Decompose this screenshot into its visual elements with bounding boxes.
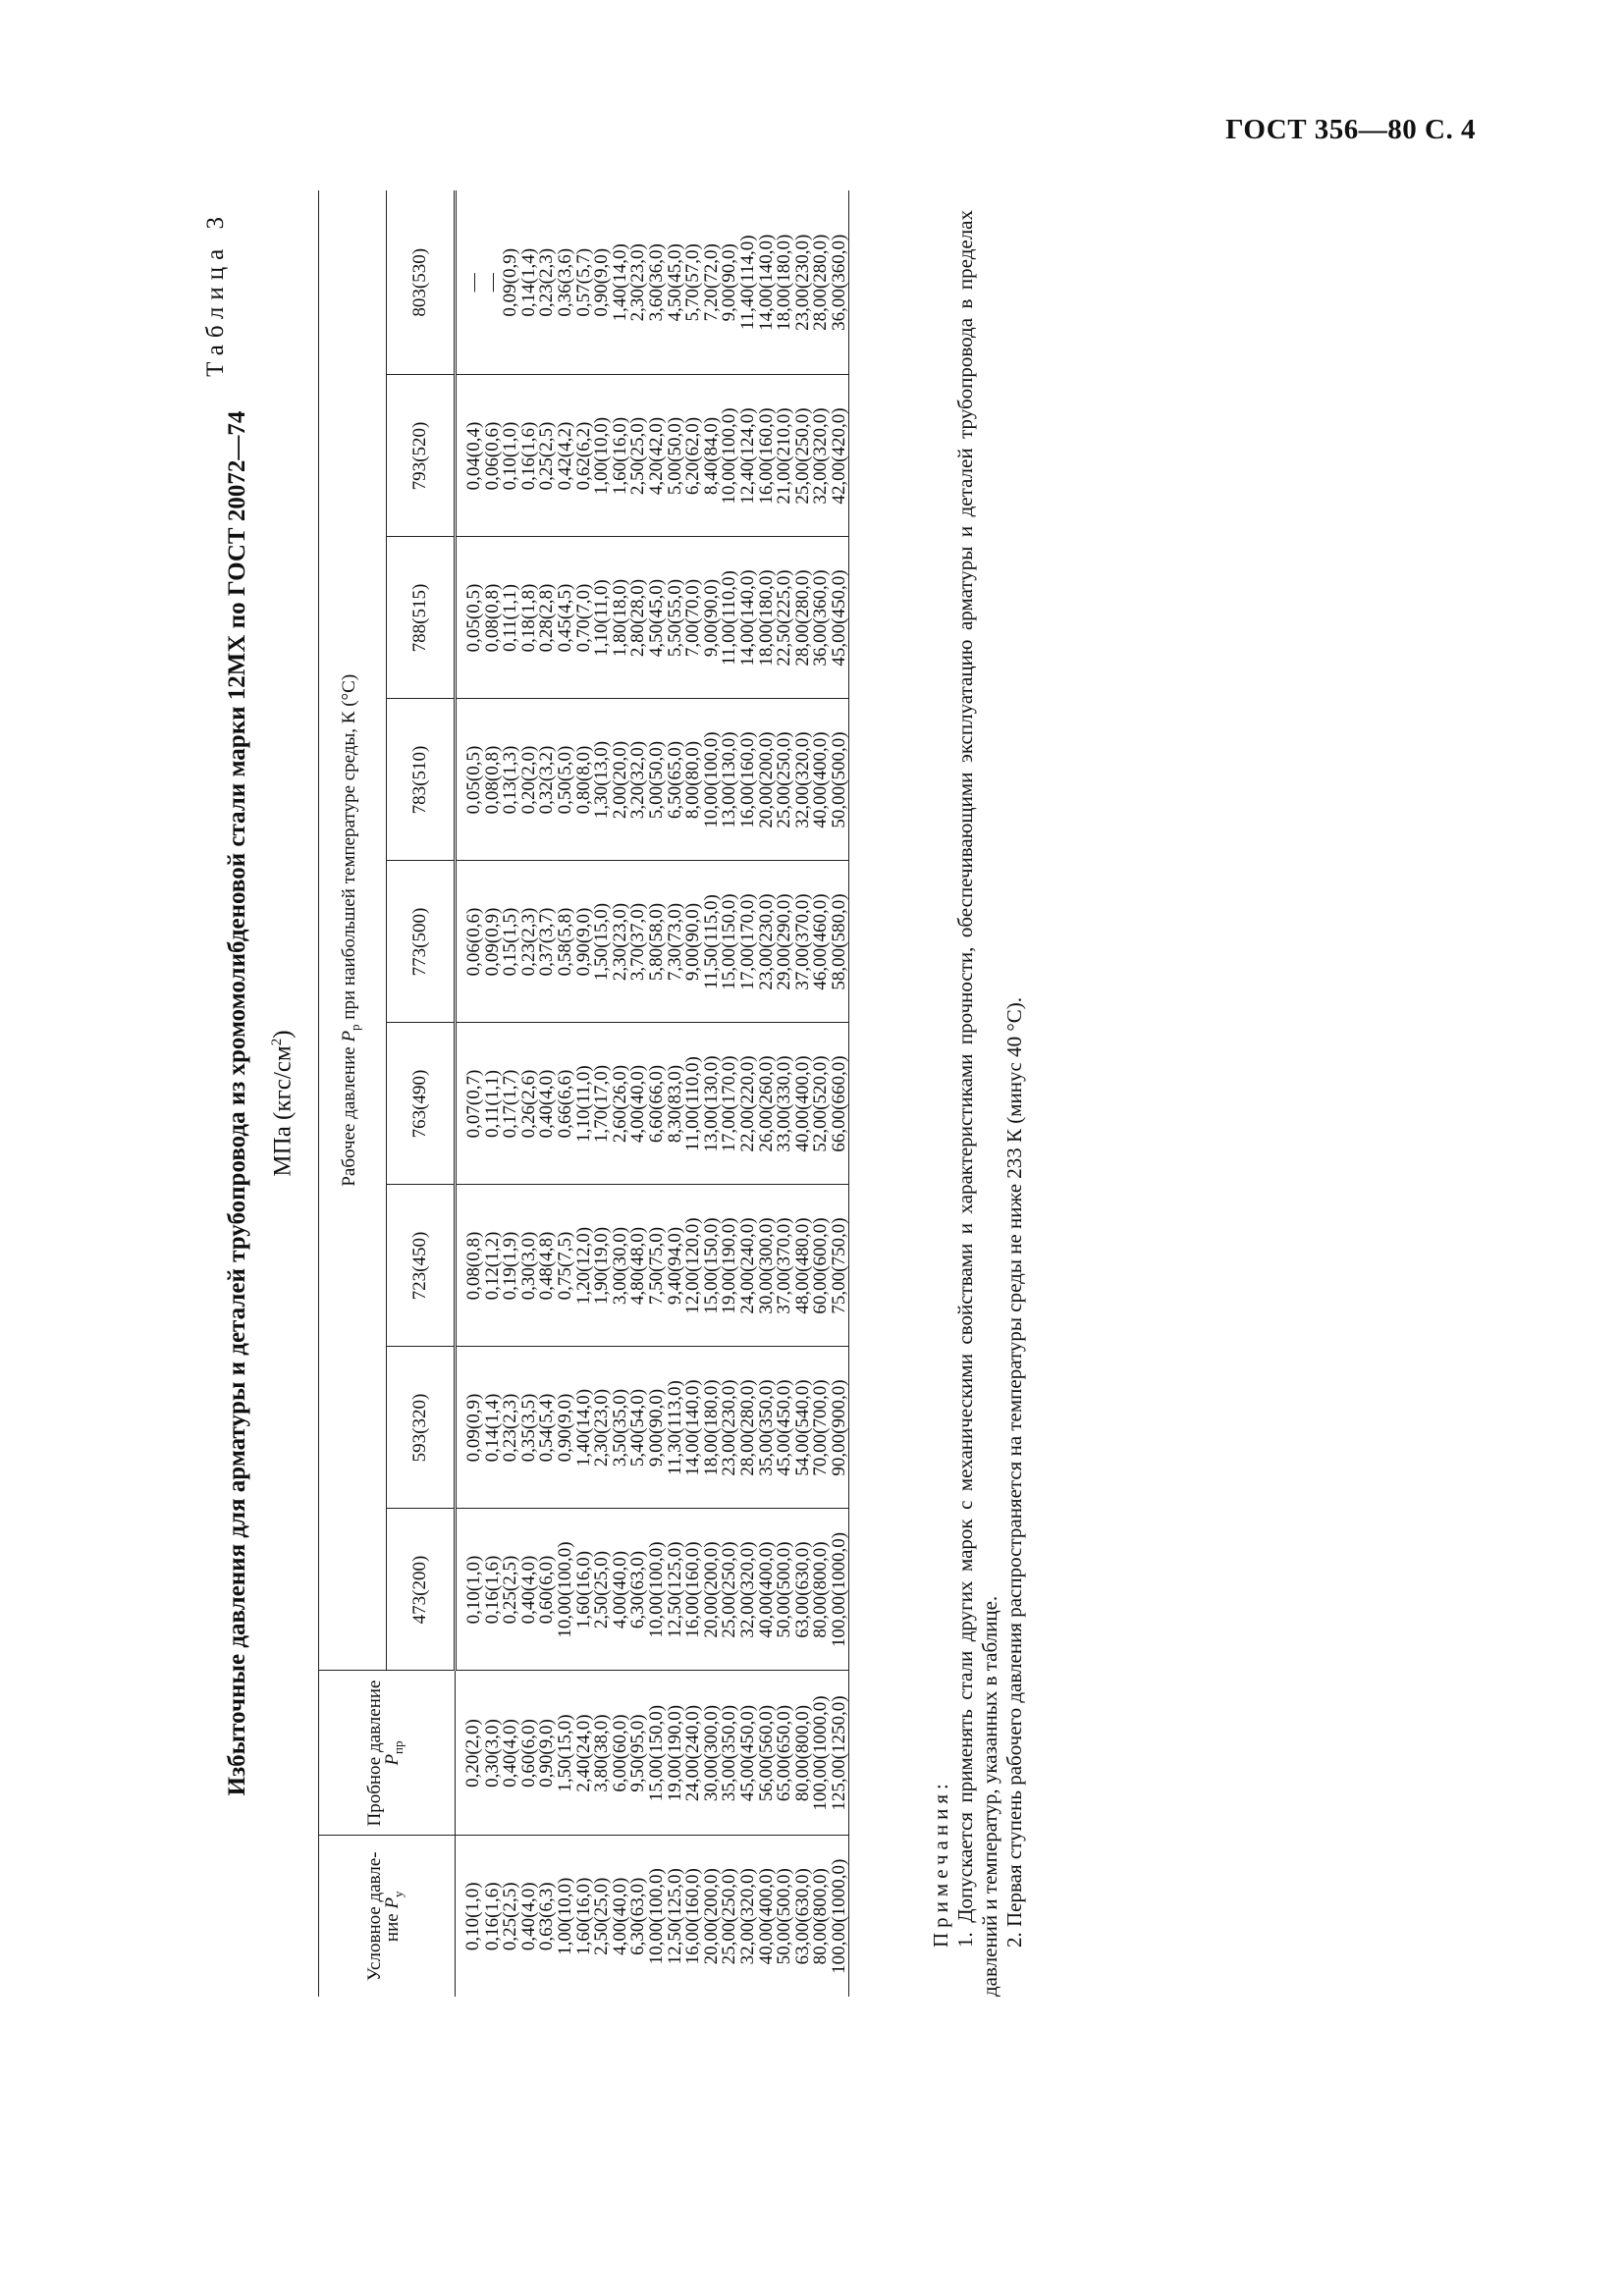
table-cell: 0,57(5,7) bbox=[575, 190, 594, 375]
page-header: ГОСТ 356—80 С. 4 bbox=[1225, 114, 1476, 145]
table-cell: 0,16(1,6) bbox=[484, 1509, 503, 1671]
table-cell: 0,23(2,3) bbox=[538, 190, 557, 375]
table-cell: 5,00(50,0) bbox=[648, 699, 667, 861]
table-cell: 25,00(250,0) bbox=[794, 375, 813, 537]
table-cell: 14,00(140,0) bbox=[758, 190, 777, 375]
temp-header-0: 473(200) bbox=[386, 1509, 455, 1671]
table-cell: 6,50(65,0) bbox=[667, 699, 685, 861]
table-cell: 24,00(240,0) bbox=[739, 1185, 758, 1347]
table-cell: 0,36(3,6) bbox=[557, 190, 575, 375]
table-cell: 0,25(2,5) bbox=[500, 1882, 521, 1951]
table-cell: 0,08(0,8) bbox=[484, 537, 503, 699]
table-cell: 0,16(1,6) bbox=[520, 375, 539, 537]
table-cell: 52,00(520,0) bbox=[812, 1023, 831, 1185]
notes-heading: Примечания: bbox=[929, 1779, 952, 1948]
table-cell: 11,50(115,0) bbox=[703, 861, 722, 1023]
table-cell: 70,00(700,0) bbox=[812, 1347, 831, 1509]
table-cell: 2,80(28,0) bbox=[629, 537, 648, 699]
table-cell: 1,60(16,0) bbox=[612, 375, 630, 537]
table-row bbox=[456, 190, 484, 1997]
table-cell: 20,00(200,0) bbox=[758, 699, 777, 861]
table-cell: 3,70(37,0) bbox=[629, 861, 648, 1023]
table-cell: 28,00(280,0) bbox=[812, 190, 831, 375]
table-cell: 0,45(4,5) bbox=[557, 537, 575, 699]
col-header-test: Пробное давление $P_{пр}$ bbox=[319, 1671, 456, 1836]
table-cell: 54,00(540,0) bbox=[794, 1347, 813, 1509]
table-cell: 0,30(3,0) bbox=[520, 1185, 539, 1347]
table-cell: 5,70(57,0) bbox=[684, 190, 703, 375]
table-cell: 9,00(90,0) bbox=[684, 861, 703, 1023]
table-cell: 0,07(0,7) bbox=[456, 1023, 484, 1185]
table-cell: 0,25(2,5) bbox=[502, 1509, 520, 1671]
table-cell: 0,90(9,0) bbox=[593, 190, 612, 375]
table-cell: 0,25(2,5) bbox=[538, 375, 557, 537]
table-caption: Таблица 3 bbox=[202, 210, 229, 377]
table-cell: 80,00(800,0) bbox=[812, 1509, 831, 1671]
table-cell: 0,17(1,7) bbox=[502, 1023, 520, 1185]
table-cell: 0,10(1,0) bbox=[462, 1882, 483, 1951]
table-cell: 37,00(370,0) bbox=[776, 1185, 794, 1347]
table-cell: 0,09(0,9) bbox=[484, 861, 503, 1023]
table-cell: 5,00(50,0) bbox=[667, 375, 685, 537]
table-cell: 14,00(140,0) bbox=[684, 1347, 703, 1509]
table-cell: 0,48(4,8) bbox=[538, 1185, 557, 1347]
table-cell: 0,58(5,8) bbox=[557, 861, 575, 1023]
table-cell: 32,00(320,0) bbox=[736, 1868, 758, 1965]
table-cell: 3,60(36,0) bbox=[648, 190, 667, 375]
temp-header-7: 793(520) bbox=[386, 375, 455, 537]
table-cell: 1,60(16,0) bbox=[572, 1877, 594, 1955]
table-cell: 0,08(0,8) bbox=[456, 1185, 484, 1347]
table-cell: 0,54(5,4) bbox=[538, 1347, 557, 1509]
table-cell: 24,00(240,0) bbox=[684, 1671, 703, 1836]
table-cell: 23,00(230,0) bbox=[758, 861, 777, 1023]
table-row bbox=[648, 190, 667, 1997]
table-cell: 1,00(10,0) bbox=[593, 375, 612, 537]
table-cell: 9,00(90,0) bbox=[703, 537, 722, 699]
table-row bbox=[684, 190, 703, 1997]
table-cell: 32,00(320,0) bbox=[812, 375, 831, 537]
table-cell: 9,00(90,0) bbox=[648, 1347, 667, 1509]
table-cell: 0,50(5,0) bbox=[557, 699, 575, 861]
table-cell: 0,42(4,2) bbox=[557, 375, 575, 537]
table-cell: 1,30(13,0) bbox=[593, 699, 612, 861]
table-cell: 3,50(35,0) bbox=[612, 1347, 630, 1509]
table-cell: 36,00(360,0) bbox=[831, 190, 849, 375]
table-cell: 75,00(750,0) bbox=[831, 1185, 849, 1347]
table-cell: 0,08(0,8) bbox=[484, 699, 503, 861]
table-cell: 9,00(90,0) bbox=[721, 190, 739, 375]
table-cell: 5,40(54,0) bbox=[629, 1347, 648, 1509]
temp-header-5: 783(510) bbox=[386, 699, 455, 861]
table-cell: 0,60(6,0) bbox=[520, 1671, 539, 1836]
table-body bbox=[456, 190, 849, 1997]
table-cell: 15,00(150,0) bbox=[648, 1671, 667, 1836]
table-cell: 125,00(1250,0) bbox=[831, 1671, 849, 1836]
table-cell: 0,11(1,1) bbox=[484, 1023, 503, 1185]
table-cell: 40,00(400,0) bbox=[812, 699, 831, 861]
table-title: Избыточные давления для арматуры и деталей трубопровода из хромомолибденовой стали марки 12МХ по ГОСТ 20072—74 bbox=[224, 410, 250, 1796]
table-cell: 0,23(2,3) bbox=[520, 861, 539, 1023]
note-1: 1. Допускается применять стали других марок с механическими свойствами и характеристиками прочности, обеспечивающими эксплуатацию арматуры и деталей трубопровода в пределах давлений и температур, указанных в таблице. bbox=[953, 210, 1001, 1997]
table-cell: 0,20(2,0) bbox=[456, 1671, 484, 1836]
table-cell: 66,00(660,0) bbox=[831, 1023, 849, 1185]
table-cell: 0,15(1,5) bbox=[502, 861, 520, 1023]
table-cell: 23,00(230,0) bbox=[721, 1347, 739, 1509]
table-cell: 0,26(2,6) bbox=[520, 1023, 539, 1185]
table-cell: 58,00(580,0) bbox=[831, 861, 849, 1023]
table-cell: 20,00(200,0) bbox=[700, 1868, 722, 1965]
table-row bbox=[557, 190, 575, 1997]
table-cell: 25,00(250,0) bbox=[776, 699, 794, 861]
table-cell: 16,00(160,0) bbox=[758, 375, 777, 537]
table-cell: 2,60(26,0) bbox=[612, 1023, 630, 1185]
table-cell: 0,19(1,9) bbox=[502, 1185, 520, 1347]
table-cell: 7,50(75,0) bbox=[648, 1185, 667, 1347]
table-cell: 0,32(3,2) bbox=[538, 699, 557, 861]
table-cell: 37,00(370,0) bbox=[794, 861, 813, 1023]
table-cell: 3,00(30,0) bbox=[612, 1185, 630, 1347]
table-cell: 20,00(200,0) bbox=[703, 1509, 722, 1671]
table-cell: 0,05(0,5) bbox=[456, 537, 484, 699]
table-cell: 12,00(120,0) bbox=[684, 1185, 703, 1347]
table-cell: — bbox=[484, 190, 503, 375]
table-cell: 30,00(300,0) bbox=[703, 1671, 722, 1836]
table-cell: 12,50(125,0) bbox=[667, 1509, 685, 1671]
table-cell: 0,10(1,0) bbox=[456, 1509, 484, 1671]
table-cell: 0,40(4,0) bbox=[502, 1671, 520, 1836]
table-cell: 11,30(113,0) bbox=[667, 1347, 685, 1509]
table-cell: 7,00(70,0) bbox=[684, 537, 703, 699]
table-cell: 0,05(0,5) bbox=[456, 699, 484, 861]
table-cell: 11,40(114,0) bbox=[739, 190, 758, 375]
table-cell: 35,00(350,0) bbox=[721, 1671, 739, 1836]
table-cell: 0,40(4,0) bbox=[517, 1882, 539, 1951]
table-cell: 28,00(280,0) bbox=[794, 537, 813, 699]
table-cell: 0,28(2,8) bbox=[538, 537, 557, 699]
table-cell: 50,00(500,0) bbox=[776, 1509, 794, 1671]
temp-header-2: 723(450) bbox=[386, 1185, 455, 1347]
table-cell: 45,00(450,0) bbox=[831, 537, 849, 699]
table-cell: 2,40(24,0) bbox=[575, 1671, 594, 1836]
table-cell: 0,09(0,9) bbox=[456, 1347, 484, 1509]
table-cell: 4,00(40,0) bbox=[609, 1877, 630, 1955]
table-cell: 0,60(6,0) bbox=[538, 1509, 557, 1671]
table-cell: 0,75(7,5) bbox=[557, 1185, 575, 1347]
table-cell: 4,00(40,0) bbox=[629, 1023, 648, 1185]
table-cell: 3,80(38,0) bbox=[593, 1671, 612, 1836]
table-cell: 0,66(6,6) bbox=[557, 1023, 575, 1185]
table-cell: 80,00(800,0) bbox=[794, 1671, 813, 1836]
temp-header-1: 593(320) bbox=[386, 1347, 455, 1509]
table-cell: 26,00(260,0) bbox=[758, 1023, 777, 1185]
table-cell: 35,00(350,0) bbox=[758, 1347, 777, 1509]
table-cell: 4,50(45,0) bbox=[667, 190, 685, 375]
table-cell: 32,00(320,0) bbox=[794, 699, 813, 861]
table-cell: 10,00(100,0) bbox=[648, 1509, 667, 1671]
table-cell: 40,00(400,0) bbox=[755, 1868, 777, 1965]
table-cell: 14,00(140,0) bbox=[739, 537, 758, 699]
table-cell: 5,80(58,0) bbox=[648, 861, 667, 1023]
table-cell: 6,30(63,0) bbox=[629, 1509, 648, 1671]
table-cell: 0,62(6,2) bbox=[575, 375, 594, 537]
table-row bbox=[776, 190, 794, 1997]
table-cell: 1,50(15,0) bbox=[593, 861, 612, 1023]
table-cell: 0,11(1,1) bbox=[502, 537, 520, 699]
table-cell: 0,14(1,4) bbox=[520, 190, 539, 375]
notes bbox=[929, 210, 1027, 1997]
table-cell: 1,10(11,0) bbox=[593, 537, 612, 699]
rotated-content bbox=[202, 210, 1106, 1997]
table-cell: 7,20(72,0) bbox=[703, 190, 722, 375]
table-cell: 45,00(450,0) bbox=[776, 1347, 794, 1509]
table-cell: 48,00(480,0) bbox=[794, 1185, 813, 1347]
table-cell: 22,50(225,0) bbox=[776, 537, 794, 699]
table-cell: 1,10(11,0) bbox=[575, 1023, 594, 1185]
table-cell: 8,00(80,0) bbox=[684, 699, 703, 861]
table-cell: 6,60(66,0) bbox=[648, 1023, 667, 1185]
table-cell: 1,60(16,0) bbox=[575, 1509, 594, 1671]
table-cell: 63,00(630,0) bbox=[791, 1868, 813, 1965]
table-cell: 0,40(4,0) bbox=[538, 1023, 557, 1185]
table-cell: 0,90(9,0) bbox=[575, 861, 594, 1023]
table-cell: 6,00(60,0) bbox=[612, 1671, 630, 1836]
table-cell: 22,00(220,0) bbox=[739, 1023, 758, 1185]
table-cell: 5,50(55,0) bbox=[667, 537, 685, 699]
table-cell: 42,00(420,0) bbox=[831, 375, 849, 537]
table-cell: 0,40(4,0) bbox=[520, 1509, 539, 1671]
table-cell: 0,35(3,5) bbox=[520, 1347, 539, 1509]
table-cell: 2,00(20,0) bbox=[612, 699, 630, 861]
units-label bbox=[269, 210, 297, 1997]
pressure-table bbox=[318, 190, 849, 1997]
table-cell: 6,20(62,0) bbox=[684, 375, 703, 537]
table-cell: 50,00(500,0) bbox=[774, 1868, 795, 1965]
table-cell: 32,00(320,0) bbox=[739, 1509, 758, 1671]
units-text: МПа (кгс/см bbox=[269, 1045, 297, 1177]
table-cell: 8,40(84,0) bbox=[703, 375, 722, 537]
temp-header-3: 763(490) bbox=[386, 1023, 455, 1185]
table-cell: 13,00(130,0) bbox=[721, 699, 739, 861]
table-cell: 2,50(25,0) bbox=[629, 375, 648, 537]
table-cell: 4,80(48,0) bbox=[629, 1185, 648, 1347]
units-sup: 2 bbox=[269, 1038, 285, 1046]
table-cell: 4,50(45,0) bbox=[648, 537, 667, 699]
table-cell: 0,14(1,4) bbox=[484, 1347, 503, 1509]
table-cell: 12,40(124,0) bbox=[739, 375, 758, 537]
table-cell: 0,90(9,0) bbox=[538, 1671, 557, 1836]
table-cell: 16,00(160,0) bbox=[684, 1509, 703, 1671]
temp-header-4: 773(500) bbox=[386, 861, 455, 1023]
table-cell: 9,50(95,0) bbox=[629, 1671, 648, 1836]
table-cell: 1,90(19,0) bbox=[593, 1185, 612, 1347]
table-cell: 1,40(14,0) bbox=[612, 190, 630, 375]
table-cell: 15,00(150,0) bbox=[721, 861, 739, 1023]
table-cell: 1,40(14,0) bbox=[575, 1347, 594, 1509]
note-2: 2. Первая ступень рабочего давления распространяется на температуры среды не ниже 233 К (минус 40 °С). bbox=[1002, 997, 1026, 1948]
table-cell: 100,00(1000,0) bbox=[828, 1858, 849, 1974]
table-cell: 10,00(100,0) bbox=[721, 375, 739, 537]
table-cell: 63,00(630,0) bbox=[794, 1509, 813, 1671]
table-cell: 36,00(360,0) bbox=[812, 537, 831, 699]
table-cell: 9,40(94,0) bbox=[667, 1185, 685, 1347]
table-cell: 0,16(1,6) bbox=[481, 1882, 503, 1951]
table-cell: 65,00(650,0) bbox=[776, 1671, 794, 1836]
table-cell: 7,30(73,0) bbox=[667, 861, 685, 1023]
table-cell: 19,00(190,0) bbox=[667, 1671, 685, 1836]
table-cell: 10,00(100,0) bbox=[703, 699, 722, 861]
table-cell: 0,09(0,9) bbox=[502, 190, 520, 375]
col-header-nominal: Условное давле-ние $P_у$ bbox=[319, 1836, 456, 1997]
table-cell: 6,30(63,0) bbox=[627, 1877, 649, 1955]
table-cell: 33,00(330,0) bbox=[776, 1023, 794, 1185]
table-cell: 13,00(130,0) bbox=[703, 1023, 722, 1185]
table-cell: 11,00(110,0) bbox=[721, 537, 739, 699]
temp-header-6: 788(515) bbox=[386, 537, 455, 699]
table-cell: 90,00(900,0) bbox=[831, 1347, 849, 1509]
table-cell: 0,37(3,7) bbox=[538, 861, 557, 1023]
table-cell: 40,00(400,0) bbox=[794, 1023, 813, 1185]
table-cell: 60,00(600,0) bbox=[812, 1185, 831, 1347]
table-cell: 19,00(190,0) bbox=[721, 1185, 739, 1347]
table-cell: 10,00(100,0) bbox=[557, 1509, 575, 1671]
table-cell: 30,00(300,0) bbox=[758, 1185, 777, 1347]
table-cell: 0,63(6,3) bbox=[536, 1882, 558, 1951]
table-cell: 2,50(25,0) bbox=[591, 1877, 613, 1955]
table-cell: 3,20(32,0) bbox=[629, 699, 648, 861]
table-cell: 0,10(1,0) bbox=[502, 375, 520, 537]
table-cell: 17,00(170,0) bbox=[721, 1023, 739, 1185]
table-row bbox=[739, 190, 758, 1997]
table-cell: 100,00(1000,0) bbox=[812, 1671, 831, 1836]
table-cell: 12,50(125,0) bbox=[664, 1868, 685, 1965]
table-cell: 0,23(2,3) bbox=[502, 1347, 520, 1509]
table-cell: 0,18(1,8) bbox=[520, 537, 539, 699]
table-cell: 100,00(1000,0) bbox=[831, 1509, 849, 1671]
table-cell: 23,00(230,0) bbox=[794, 190, 813, 375]
table-cell: 46,00(460,0) bbox=[812, 861, 831, 1023]
table-row bbox=[593, 190, 612, 1997]
table-cell: 28,00(280,0) bbox=[739, 1347, 758, 1509]
table-cell: 25,00(250,0) bbox=[719, 1868, 740, 1965]
table-cell: 0,70(7,0) bbox=[575, 537, 594, 699]
table-cell: 2,50(25,0) bbox=[593, 1509, 612, 1671]
table-cell: 8,30(83,0) bbox=[667, 1023, 685, 1185]
table-cell: 18,00(180,0) bbox=[776, 190, 794, 375]
table-cell: 0,06(0,6) bbox=[456, 861, 484, 1023]
table-cell: 56,00(560,0) bbox=[758, 1671, 777, 1836]
table-cell: — bbox=[456, 190, 484, 375]
units-close: ) bbox=[269, 1030, 297, 1039]
table-cell: 17,00(170,0) bbox=[739, 861, 758, 1023]
table-cell: 1,50(15,0) bbox=[557, 1671, 575, 1836]
table-cell: 40,00(400,0) bbox=[758, 1509, 777, 1671]
table-cell: 15,00(150,0) bbox=[703, 1185, 722, 1347]
table-cell: 18,00(180,0) bbox=[703, 1347, 722, 1509]
table-cell: 29,00(290,0) bbox=[776, 861, 794, 1023]
table-cell: 2,30(23,0) bbox=[593, 1347, 612, 1509]
table-cell: 4,20(42,0) bbox=[648, 375, 667, 537]
temp-header-8: 803(530) bbox=[386, 190, 455, 375]
table-cell: 0,06(0,6) bbox=[484, 375, 503, 537]
table-cell: 18,00(180,0) bbox=[758, 537, 777, 699]
table-cell: 16,00(160,0) bbox=[739, 699, 758, 861]
table-cell: 1,70(17,0) bbox=[593, 1023, 612, 1185]
table-cell: 0,12(1,2) bbox=[484, 1185, 503, 1347]
table-cell: 0,30(3,0) bbox=[484, 1671, 503, 1836]
table-cell: 0,04(0,4) bbox=[456, 375, 484, 537]
table-row bbox=[502, 190, 520, 1997]
table-cell: 4,00(40,0) bbox=[612, 1509, 630, 1671]
table-cell: 1,80(18,0) bbox=[612, 537, 630, 699]
table-cell: 50,00(500,0) bbox=[831, 699, 849, 861]
table-cell: 10,00(100,0) bbox=[645, 1868, 667, 1965]
table-cell: 1,00(10,0) bbox=[554, 1877, 575, 1955]
table-cell: 45,00(450,0) bbox=[739, 1671, 758, 1836]
table-cell: 0,13(1,3) bbox=[502, 699, 520, 861]
table-cell: 2,30(23,0) bbox=[629, 190, 648, 375]
table-cell: 1,20(12,0) bbox=[575, 1185, 594, 1347]
table-row bbox=[831, 190, 849, 1997]
table-cell: 11,00(110,0) bbox=[684, 1023, 703, 1185]
col-header-working: Рабочее давление $P_р$ при наибольшей температуре среды, К (°С) bbox=[319, 190, 387, 1671]
table-cell: 0,20(2,0) bbox=[520, 699, 539, 861]
table-cell: 0,90(9,0) bbox=[557, 1347, 575, 1509]
table-cell: 21,00(210,0) bbox=[776, 375, 794, 537]
table-cell: 25,00(250,0) bbox=[721, 1509, 739, 1671]
table-cell: 2,30(23,0) bbox=[612, 861, 630, 1023]
table-cell: 0,80(8,0) bbox=[575, 699, 594, 861]
table-cell: 16,00(160,0) bbox=[682, 1868, 704, 1965]
table-cell: 80,00(800,0) bbox=[810, 1868, 832, 1965]
